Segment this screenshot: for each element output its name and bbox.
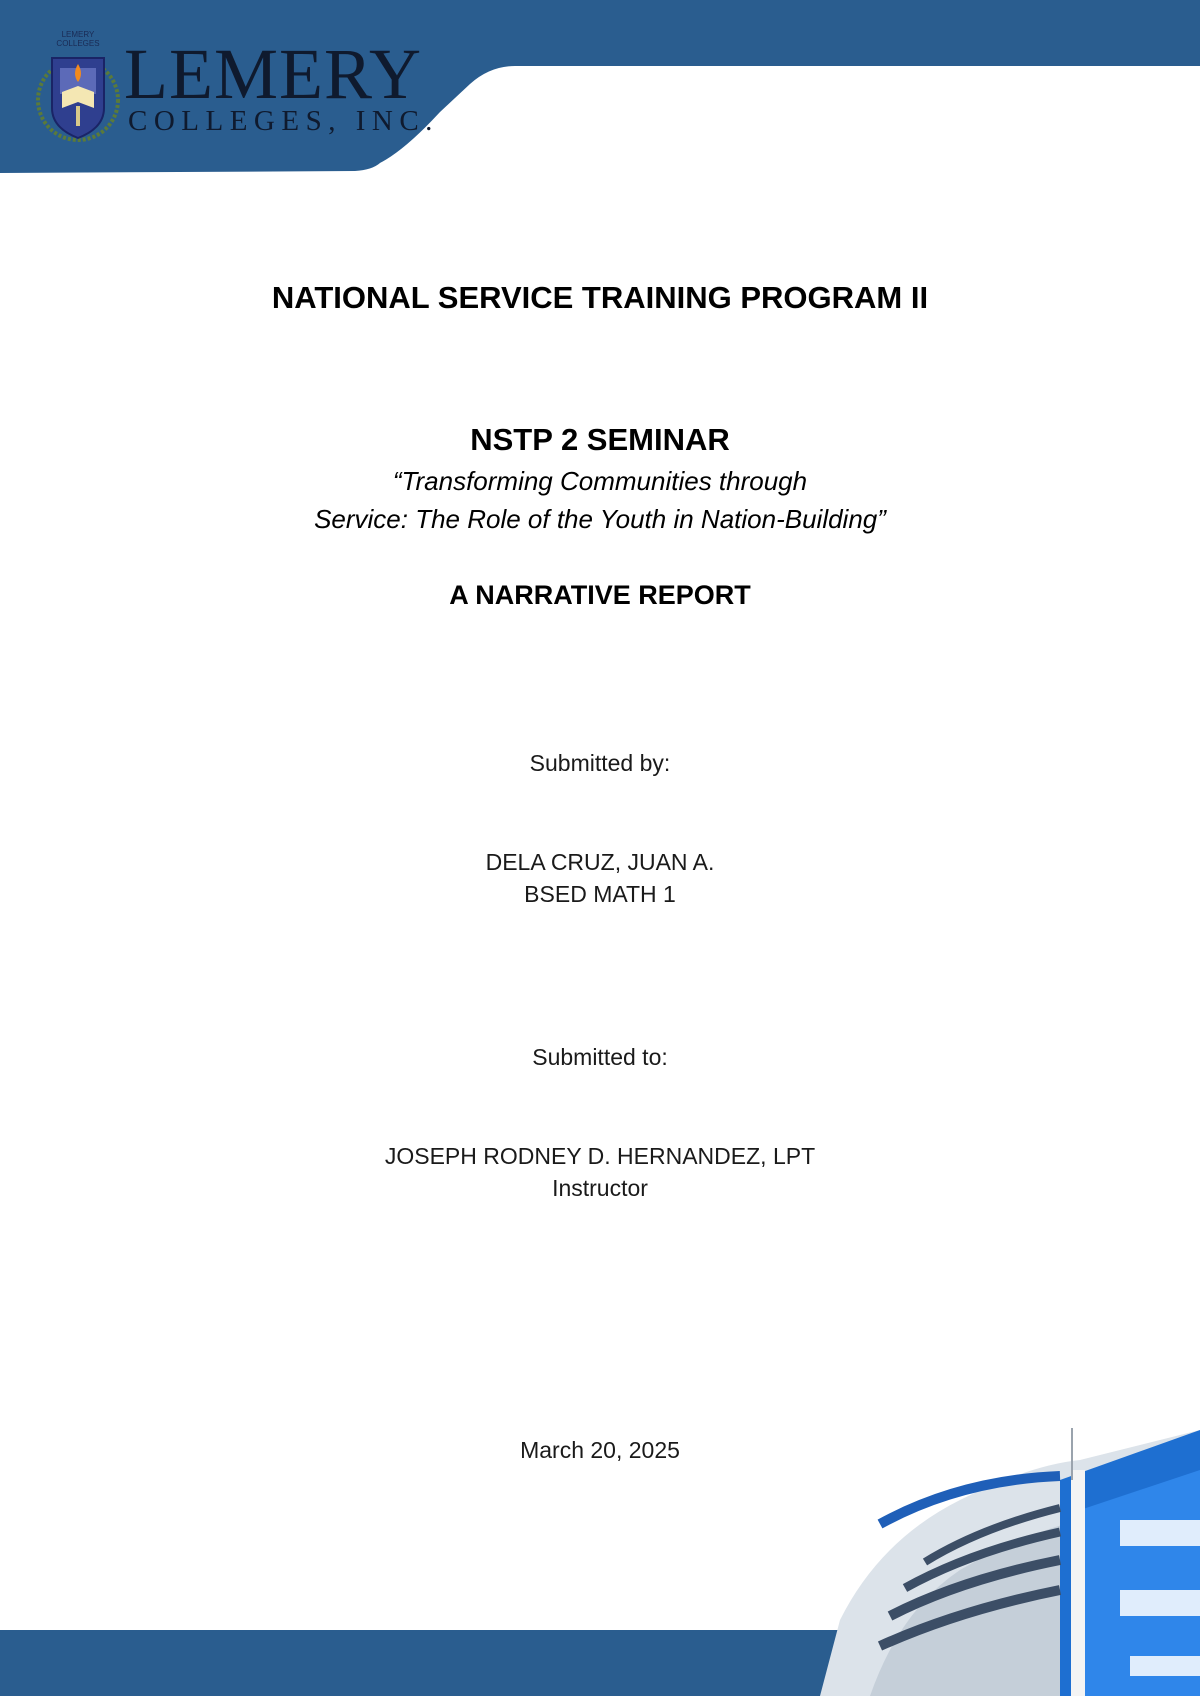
seminar-theme-line-2: Service: The Role of the Youth in Nation-Building” xyxy=(314,504,886,534)
report-type: A NARRATIVE REPORT xyxy=(449,580,751,610)
student-course: BSED MATH 1 xyxy=(524,881,676,907)
seminar-title: NSTP 2 SEMINAR xyxy=(470,422,730,457)
seminar-theme-line-1: “Transforming Communities through xyxy=(392,466,808,496)
submission-date: March 20, 2025 xyxy=(520,1437,680,1463)
student-name: DELA CRUZ, JUAN A. xyxy=(485,849,715,875)
submitted-to-label: Submitted to: xyxy=(532,1044,668,1070)
program-title: NATIONAL SERVICE TRAINING PROGRAM II xyxy=(271,280,929,315)
submitted-by-label: Submitted by: xyxy=(529,750,671,776)
logo-subtitle: COLLEGES, INC. xyxy=(128,105,439,137)
logo-wordmark: LEMERY xyxy=(124,34,423,114)
svg-text:LEMERY: LEMERY xyxy=(61,30,95,39)
instructor-name: JOSEPH RODNEY D. HERNANDEZ, LPT xyxy=(384,1143,816,1169)
instructor-role: Instructor xyxy=(552,1175,648,1201)
svg-text:COLLEGES: COLLEGES xyxy=(56,39,100,48)
